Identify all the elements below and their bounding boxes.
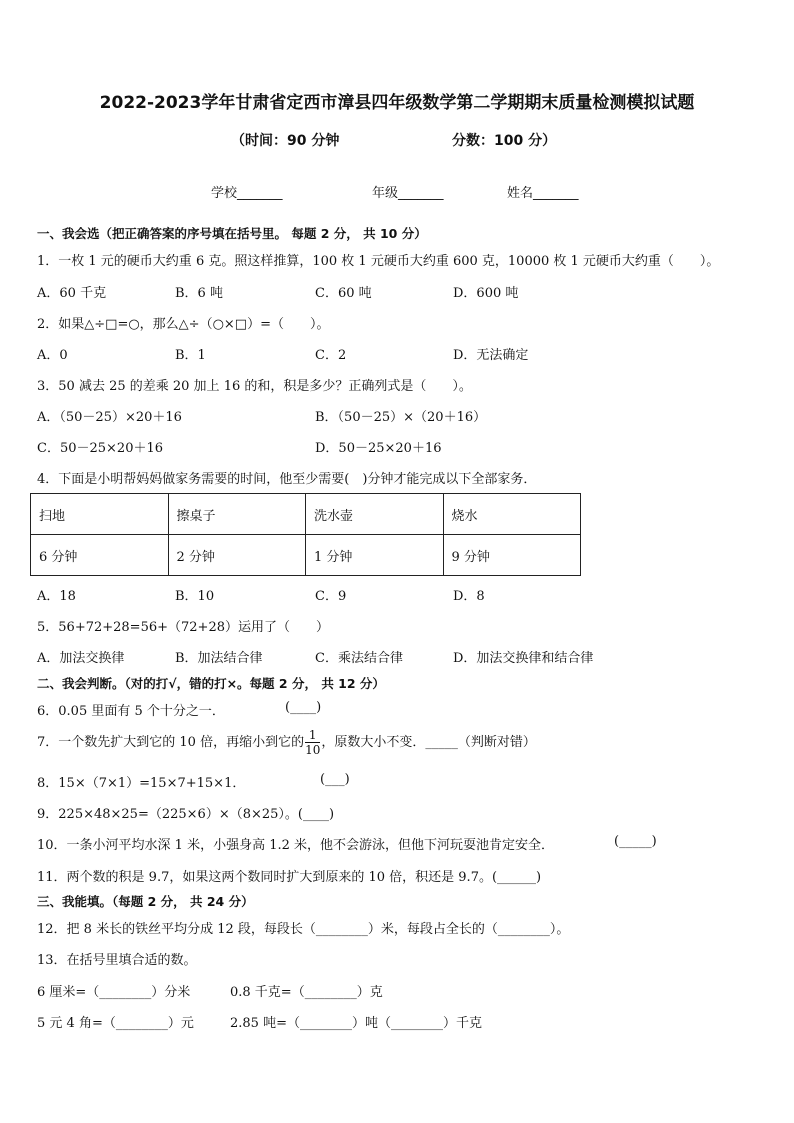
question-9: 9．225×48×25=（225×6）×（8×25）。(____) — [37, 807, 335, 822]
grade-field: 年级_______ — [372, 186, 444, 201]
school-field: 学校_______ — [211, 186, 283, 201]
q13-item-c: 5 元 4 角=（________）元 — [37, 1016, 194, 1031]
question-1: 1．一枚 1 元的硬币大约重 6 克。照这样推算，100 枚 1 元硬币大约重 600 克，10000 枚 1 元硬币大约重（ ）。 — [37, 254, 720, 269]
table-cell: 6 分钟 — [31, 535, 169, 576]
question-8: 8．15×（7×1）=15×7+15×1． — [37, 776, 246, 791]
question-12: 12．把 8 米长的铁丝平均分成 12 段，每段长（________）米，每段占全长的（________）。 — [37, 922, 570, 937]
exam-score: 分数：100 分） — [452, 133, 557, 149]
exam-time: （时间：90 分钟 — [231, 133, 340, 149]
chores-table — [30, 493, 581, 576]
question-3: 3．50 减去 25 的差乘 20 加上 16 的和，积是多少？正确列式是（ ）。 — [37, 379, 472, 394]
q4-option-d: D．8 — [453, 589, 485, 604]
q4-option-b: B．10 — [175, 589, 215, 604]
q2-option-b: B．1 — [175, 348, 206, 363]
fraction-denominator: 10 — [305, 743, 321, 757]
q5-option-b: B．加法结合律 — [175, 651, 263, 666]
name-field: 姓名_______ — [507, 186, 579, 201]
question-13: 13．在括号里填合适的数。 — [37, 953, 197, 968]
question-11: 11．两个数的积是 9.7，如果这两个数同时扩大到原来的 10 倍，积还是 9.7。(______) — [37, 870, 542, 885]
q7-text-start: 7．一个数先扩大到它的 10 倍，再缩小到它的 — [37, 735, 305, 750]
question-7 — [37, 728, 536, 758]
q13-item-a: 6 厘米=（________）分米 — [37, 985, 191, 1000]
q5-option-c: C．乘法结合律 — [315, 651, 403, 666]
q13-item-b: 0.8 千克=（________）克 — [230, 985, 383, 1000]
q7-text-end: ，原数大小不变．_____（判断对错） — [321, 735, 536, 750]
q1-option-a: A．60 千克 — [37, 286, 107, 301]
table-cell: 擦桌子 — [168, 494, 306, 535]
q3-option-b: B．（50－25）×（20＋16） — [315, 410, 487, 425]
q1-option-c: C．60 吨 — [315, 286, 372, 301]
q13-item-d: 2.85 吨=（________）吨（________）千克 — [230, 1016, 482, 1031]
table-cell: 9 分钟 — [443, 535, 581, 576]
question-10: 10．一条小河平均水深 1 米，小强身高 1.2 米，他不会游泳，但他下河玩耍池肯定安全． — [37, 838, 555, 853]
q3-option-a: A．（50－25）×20＋16 — [37, 410, 182, 425]
table-row — [31, 494, 581, 535]
question-2: 2．如果△÷□=○，那么△÷（○×□）=（ ）。 — [37, 317, 330, 332]
q2-option-a: A．0 — [37, 348, 68, 363]
q2-option-c: C．2 — [315, 348, 347, 363]
table-cell: 1 分钟 — [306, 535, 444, 576]
table-row — [31, 535, 581, 576]
question-4: 4．下面是小明帮妈妈做家务需要的时间，他至少需要( )分钟才能完成以下全部家务． — [37, 472, 537, 487]
q3-option-c: C．50－25×20＋16 — [37, 441, 164, 456]
q10-answer-blank[interactable]: (_____) — [614, 834, 657, 849]
table-cell: 2 分钟 — [168, 535, 306, 576]
q4-option-c: C．9 — [315, 589, 347, 604]
q4-option-a: A．18 — [37, 589, 76, 604]
q3-option-d: D．50－25×20＋16 — [315, 441, 442, 456]
q5-option-a: A．加法交换律 — [37, 651, 125, 666]
fraction-numerator: 1 — [305, 729, 320, 743]
q1-option-b: B．6 吨 — [175, 286, 223, 301]
q6-answer-blank[interactable]: (____) — [285, 700, 322, 715]
section-heading-fill: 三、我能填。（每题 2 分， 共 24 分） — [37, 894, 254, 909]
fraction-one-tenth — [305, 729, 320, 756]
table-cell: 洗水壶 — [306, 494, 444, 535]
section-heading-judge: 二、我会判断。（对的打√，错的打×。每题 2 分， 共 12 分） — [37, 676, 385, 691]
question-5: 5．56+72+28=56+（72+28）运用了（ ） — [37, 620, 329, 635]
q8-answer-blank[interactable]: (___) — [320, 772, 350, 787]
exam-title: 2022-2023学年甘肃省定西市漳县四年级数学第二学期期末质量检测模拟试题 — [99, 93, 695, 113]
q5-option-d: D．加法交换律和结合律 — [453, 651, 594, 666]
table-cell: 扫地 — [31, 494, 169, 535]
q2-option-d: D．无法确定 — [453, 348, 529, 363]
section-heading-choice: 一、我会选（把正确答案的序号填在括号里。 每题 2 分， 共 10 分） — [37, 226, 427, 241]
table-cell: 烧水 — [443, 494, 581, 535]
q1-option-d: D．600 吨 — [453, 286, 519, 301]
question-6: 6．0.05 里面有 5 个十分之一． — [37, 704, 225, 719]
